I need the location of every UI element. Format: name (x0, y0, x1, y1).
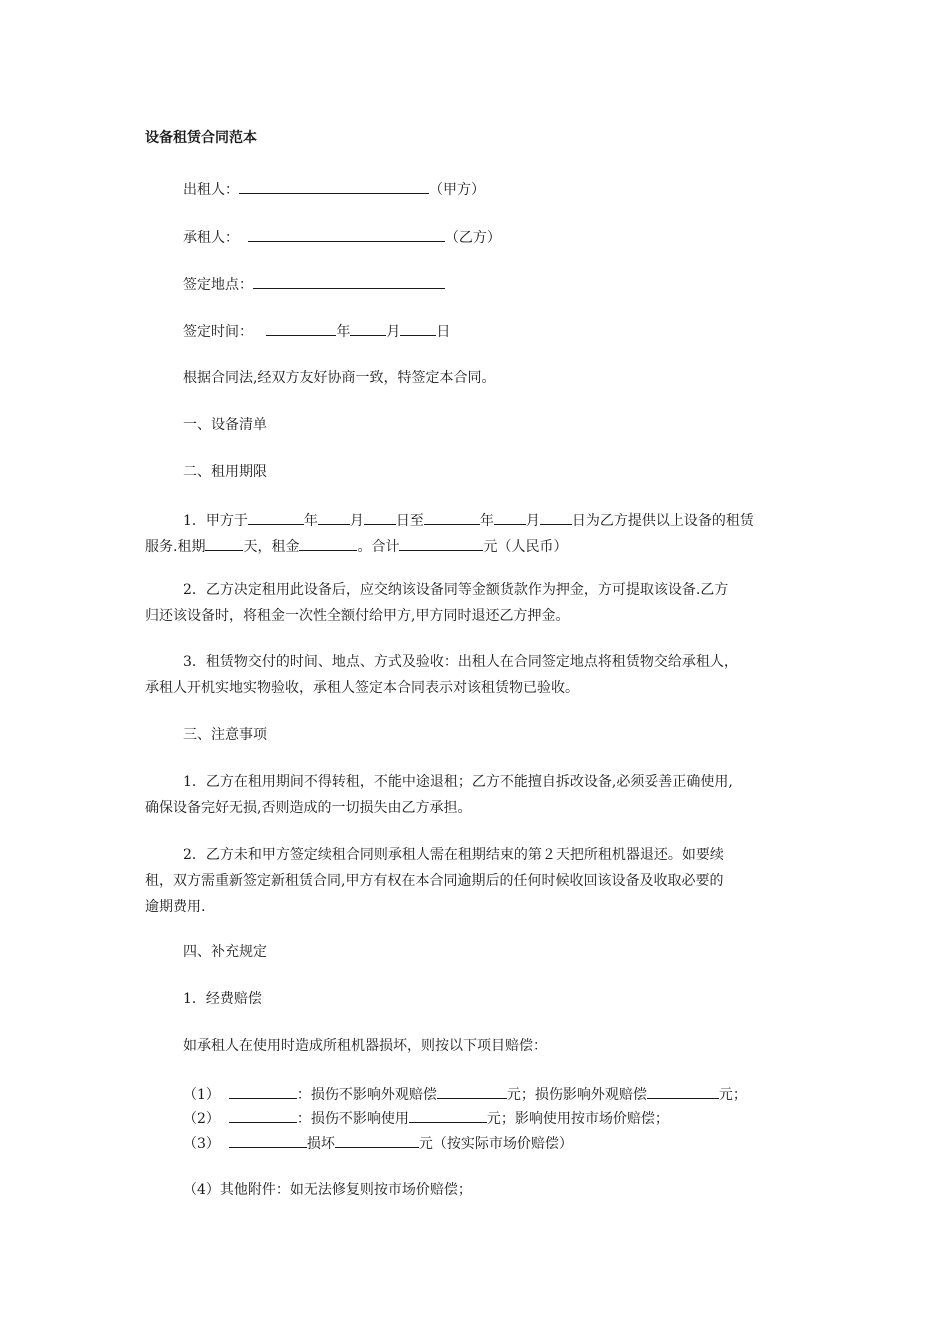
section-heading-supplementary: 四、补充规定 (183, 944, 267, 960)
document-title: 设备租赁合同范本 (145, 130, 257, 146)
clause-text: 日至 (395, 513, 424, 529)
compensation-item-2 (183, 1107, 669, 1129)
clause-2-1-line-1 (183, 509, 754, 531)
start-month-blank[interactable] (318, 509, 350, 525)
lessor-blank[interactable] (239, 178, 429, 194)
end-month-blank[interactable] (494, 509, 526, 525)
place-line (183, 273, 445, 295)
lessor-line (183, 178, 485, 200)
clause-text: 服务.租期 (145, 539, 206, 555)
date-day-label: 日 (436, 324, 451, 340)
start-day-blank[interactable] (364, 509, 396, 525)
lessee-line (183, 226, 501, 248)
end-year-blank[interactable] (424, 509, 480, 525)
clause-3-1-line-1: 1．乙方在租用期间不得转租，不能中途退租；乙方不能擅自拆改设备,必须妥善正确使用, (183, 774, 733, 790)
place-blank[interactable] (253, 273, 445, 289)
date-line (183, 320, 450, 342)
item-number: （3） (183, 1136, 220, 1152)
date-year-label: 年 (336, 324, 351, 340)
clause-text: 日为乙方提供以上设备的租赁 (571, 513, 754, 529)
subsection-heading-compensation: 1．经费赔偿 (183, 991, 262, 1007)
clause-text: 天，租金 (243, 539, 300, 555)
section-heading-equipment-list: 一、设备清单 (183, 417, 267, 433)
clause-2-3-line-2: 承租人开机实地实物验收，承租人签定本合同表示对该租赁物已验收。 (145, 680, 579, 696)
compensation-item-1 (183, 1083, 747, 1105)
item-1-name-blank[interactable] (229, 1083, 297, 1099)
start-year-blank[interactable] (248, 509, 304, 525)
item-number: （1） (183, 1087, 220, 1103)
item-text: 元（按实际市场价赔偿） (418, 1136, 573, 1152)
section-heading-notes: 三、注意事项 (183, 727, 267, 743)
lessor-label: 出租人： (183, 182, 239, 198)
item-text: ：损伤不影响使用 (296, 1111, 409, 1127)
item-3-amount-blank[interactable] (335, 1132, 419, 1148)
section-heading-lease-term: 二、租用期限 (183, 464, 267, 480)
date-month-blank[interactable] (350, 320, 386, 336)
item-text: 损坏 (306, 1136, 335, 1152)
item-text: 元； (718, 1087, 747, 1103)
compensation-intro: 如承租人在使用时造成所租机器损坏，则按以下项目赔偿： (183, 1038, 547, 1054)
clause-2-3-line-1: 3．租赁物交付的时间、地点、方式及验收：出租人在合同签定地点将租赁物交给承租人， (183, 654, 738, 670)
date-day-blank[interactable] (400, 320, 436, 336)
item-1-minor-blank[interactable] (437, 1083, 507, 1099)
item-1-major-blank[interactable] (647, 1083, 719, 1099)
item-2-name-blank[interactable] (229, 1107, 297, 1123)
item-3-name-blank[interactable] (229, 1132, 307, 1148)
clause-text: 1．甲方于 (183, 513, 248, 529)
clause-3-1-line-2: 确保设备完好无损,否则造成的一切损失由乙方承担。 (145, 800, 472, 816)
clause-3-2-line-2: 租，双方需重新签定新租赁合同,甲方有权在本合同逾期后的任何时候收回该设备及收取必要的 (145, 873, 724, 889)
date-label: 签定时间： (183, 324, 253, 340)
clause-text: 月 (525, 513, 540, 529)
compensation-item-4: （4）其他附件：如无法修复则按市场价赔偿； (183, 1182, 472, 1198)
lessee-suffix: （乙方） (444, 230, 501, 246)
item-2-amount-blank[interactable] (409, 1107, 487, 1123)
end-day-blank[interactable] (540, 509, 572, 525)
rent-blank[interactable] (299, 535, 357, 551)
item-text: ：损伤不影响外观赔偿 (296, 1087, 437, 1103)
lessor-suffix: （甲方） (429, 182, 485, 198)
date-year-blank[interactable] (266, 320, 336, 336)
intro-text: 根据合同法,经双方友好协商一致，特签定本合同。 (183, 370, 496, 386)
clause-text: 元（人民币） (483, 539, 568, 555)
item-number: （2） (183, 1111, 220, 1127)
date-month-label: 月 (386, 324, 401, 340)
clause-3-2-line-3: 逾期费用. (145, 899, 206, 915)
item-text: 元；损伤影响外观赔偿 (506, 1087, 647, 1103)
item-text: 元；影响使用按市场价赔偿； (486, 1111, 669, 1127)
clause-text: 。合计 (357, 539, 400, 555)
lessee-blank[interactable] (248, 226, 445, 242)
compensation-item-3 (183, 1132, 573, 1154)
place-label: 签定地点： (183, 277, 253, 293)
lease-days-blank[interactable] (205, 535, 243, 551)
total-blank[interactable] (399, 535, 483, 551)
lessee-label: 承租人： (183, 230, 239, 246)
clause-3-2-line-1: 2．乙方未和甲方签定续租合同则承租人需在租期结束的第２天把所租机器退还。如要续 (183, 847, 724, 863)
clause-text: 年 (479, 513, 494, 529)
clause-text: 年 (303, 513, 318, 529)
clause-2-2-line-1: 2．乙方决定租用此设备后，应交纳该设备同等金额货款作为押金，方可提取该设备.乙方 (183, 582, 729, 598)
clause-2-1-line-2 (145, 535, 567, 557)
clause-2-2-line-2: 归还该设备时，将租金一次性全额付给甲方,甲方同时退还乙方押金。 (145, 608, 570, 624)
clause-text: 月 (349, 513, 364, 529)
